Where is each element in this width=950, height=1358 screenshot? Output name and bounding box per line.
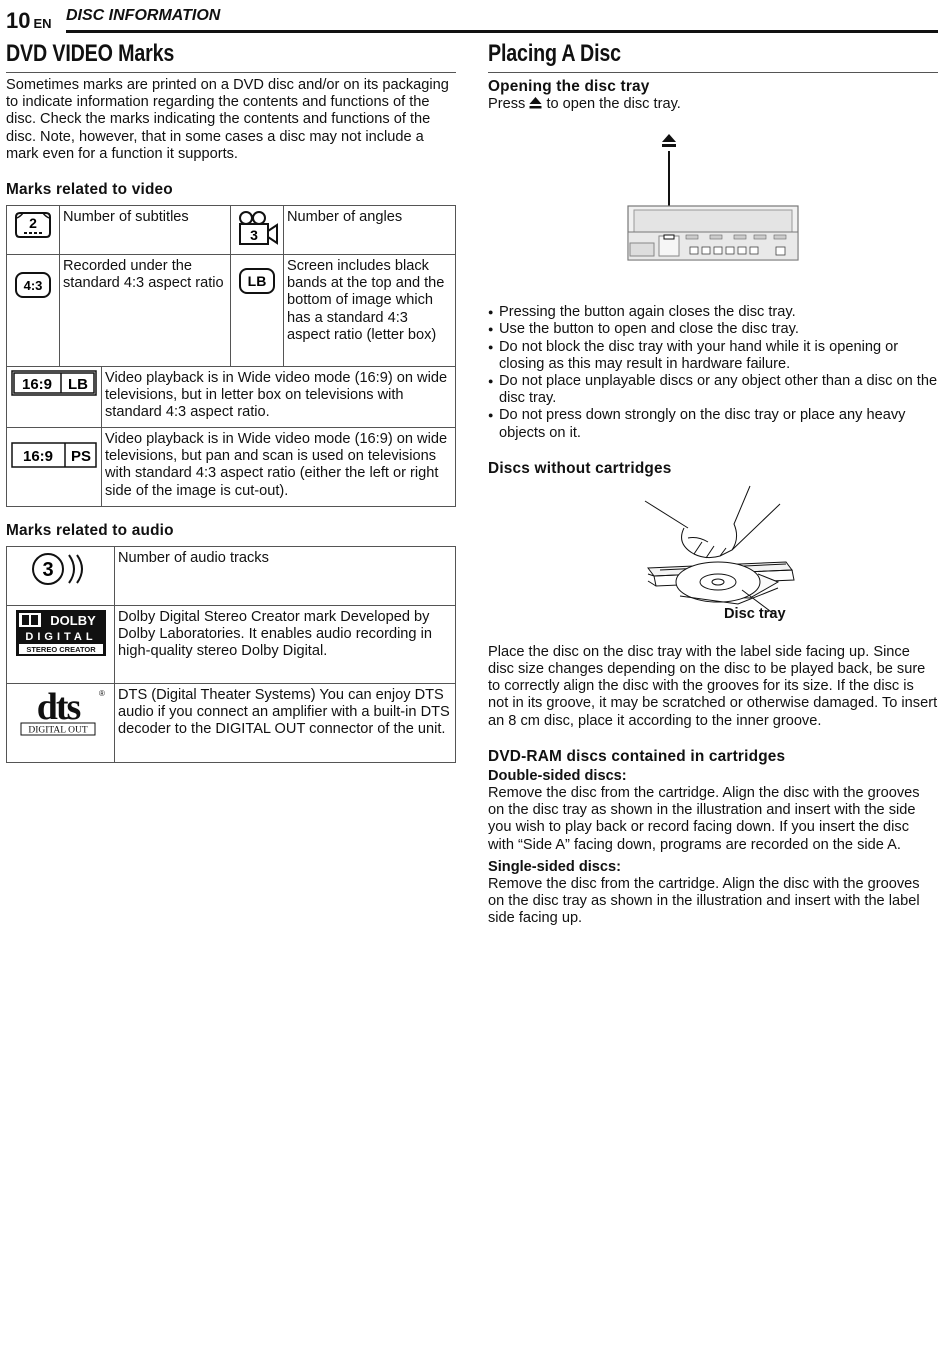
single-sided-text: Remove the disc from the cartridge. Align the disc with the grooves on the disc tray as shown in the illustration and insert with the label side facing up.	[488, 876, 920, 927]
list-item: ● Do not press down strongly on the disc tray or place any heavy objects on it.	[488, 407, 938, 441]
list-item: ● Do not place unplayable discs or any object other than a disc on the disc tray.	[488, 373, 938, 407]
table-row	[7, 206, 456, 255]
subtitles-desc: Number of subtitles	[60, 206, 231, 255]
eject-icon	[529, 97, 542, 114]
ratio43-desc: Recorded under the standard 4:3 aspect ratio	[60, 255, 231, 367]
table-row	[7, 547, 456, 606]
aspect-43-label: 4:3	[23, 278, 43, 294]
angles-count: 3	[250, 227, 258, 244]
left-column	[6, 40, 456, 763]
wide-lb-mark-cell	[7, 367, 102, 428]
dvd-recorder-illustration	[488, 114, 938, 306]
audio-tracks-desc: Number of audio tracks	[115, 547, 456, 606]
audio-marks-table	[6, 546, 456, 763]
opening-text-pre: Press	[488, 96, 526, 112]
table-row	[7, 255, 456, 367]
right-column	[488, 40, 938, 928]
video-marks-heading: Marks related to video	[6, 181, 173, 199]
subtitles-count: 2	[29, 215, 37, 232]
disc-tray-bullets	[488, 304, 938, 442]
angles-desc: Number of angles	[284, 206, 456, 255]
intro-text: Sometimes marks are printed on a DVD disc and/or on its packaging to indicate information regarding the contents and functions of the disc. Check the marks indicating the contents and functions of the disc. Note, however, that in some cases a disc may not include a mark even for a function it supports.	[6, 77, 449, 162]
subtitles-mark-cell	[7, 206, 60, 255]
audio-marks-heading: Marks related to audio	[6, 522, 174, 540]
double-sided-text: Remove the disc from the cartridge. Align the disc with the grooves on the disc tray as shown in the illustration and insert with the side you wish to play back or record facing down. If you insert the disc with “Side A” facing down, programs are recorded on the side A.	[488, 785, 920, 853]
letterbox-label: LB	[247, 273, 267, 290]
discs-without-cartridges-heading: Discs without cartridges	[488, 459, 672, 477]
lb-desc: Screen includes black bands at the top and the bottom of image which has a standard 4:3 aspect ratio (letter box)	[284, 255, 456, 367]
wide-ps-desc: Video playback is in Wide video mode (16:9) on wide televisions, but pan and scan is used on televisions with standard 4:3 aspect ratio (either the left or right side of the image is cut-out).	[102, 428, 456, 507]
opening-tray-text	[488, 96, 938, 114]
aspect-43-icon	[10, 271, 56, 299]
page-number-value: 10	[6, 8, 31, 33]
wide-ps-mark-cell	[7, 428, 102, 507]
page-header	[6, 6, 938, 36]
dolby-digital-logo-icon	[10, 609, 111, 657]
single-sided-heading: Single-sided discs:	[488, 858, 621, 875]
camera-angles-icon	[234, 209, 280, 247]
wide-ps-mode: PS	[70, 448, 92, 466]
letterbox-icon	[234, 267, 280, 295]
dolby-desc: Dolby Digital Stereo Creator mark Developed by Dolby Laboratories. It enables audio recording in high-quality stereo Dolby Digital.	[115, 606, 456, 684]
list-item: ● Pressing the button again closes the disc tray.	[488, 304, 938, 321]
wide-lb-desc: Video playback is in Wide video mode (16:9) on wide televisions, but in letter box on televisions with standard 4:3 aspect ratio.	[102, 367, 456, 428]
list-item: ● Use the button to open and close the disc tray.	[488, 321, 938, 338]
ratio43-mark-cell	[7, 255, 60, 367]
language-code: EN	[33, 16, 52, 31]
wide-panscan-icon	[10, 442, 98, 468]
dts-mark-cell	[7, 684, 115, 763]
angles-mark-cell	[231, 206, 284, 255]
table-row	[7, 428, 456, 507]
wide-lb-ratio: 16:9	[21, 376, 53, 394]
wide-ps-ratio: 16:9	[22, 448, 54, 466]
nocart-text: Place the disc on the disc tray with the label side facing up. Since disc size changes depending on the disc to be played back, be sure to correctly align the disc with the grooves for its size. If the disc is not in its groove, it may be scratched or otherwise damaged. To insert an 8 cm disc, place it according to the inner groove.	[488, 643, 938, 729]
table-row	[7, 367, 456, 428]
opening-tray-heading: Opening the disc tray	[488, 78, 650, 95]
left-title-wrap	[6, 40, 456, 73]
disc-tray-illustration	[488, 478, 938, 650]
double-sided-heading: Double-sided discs:	[488, 767, 627, 784]
dvd-ram-heading: DVD-RAM discs contained in cartridges	[488, 747, 786, 765]
list-item: ● Do not block the disc tray with your hand while it is opening or closing as this may result in hardware failure.	[488, 339, 938, 373]
dolby-mark-cell	[7, 606, 115, 684]
svg-text:®: ®	[98, 689, 105, 699]
table-row	[7, 684, 456, 763]
video-marks-table	[6, 205, 456, 367]
dts-desc: DTS (Digital Theater Systems) You can enjoy DTS audio if you connect an amplifier with a built-in DTS decoder to the DIGITAL OUT connector of the unit.	[115, 684, 456, 763]
dts-logo-sub: DIGITAL OUT	[27, 725, 88, 736]
placing-a-disc-title: Placing A Disc	[488, 40, 621, 67]
dolby-logo-line3: STEREO CREATOR	[25, 645, 96, 655]
table-row	[7, 606, 456, 684]
wide-marks-table	[6, 366, 456, 507]
dolby-logo-line2: DIGITAL	[24, 631, 97, 644]
subtitles-icon	[10, 209, 56, 241]
dts-logo-icon	[10, 687, 111, 737]
dts-logo-main: dts	[36, 686, 79, 729]
page-number	[6, 8, 52, 37]
audio-tracks-icon	[10, 550, 111, 588]
dvd-video-marks-title: DVD VIDEO Marks	[6, 40, 175, 67]
lb-mark-cell	[231, 255, 284, 367]
wide-lb-mode: LB	[68, 376, 88, 394]
opening-text-post: to open the disc tray.	[546, 96, 681, 112]
disc-tray-label: Disc tray	[724, 605, 786, 622]
wide-letterbox-icon	[10, 370, 98, 396]
section-title: DISC INFORMATION	[66, 7, 221, 24]
audio-tracks-count: 3	[41, 559, 54, 582]
right-title-wrap	[488, 40, 938, 73]
header-rule	[66, 30, 938, 33]
audio-tracks-mark-cell	[7, 547, 115, 606]
dolby-logo-line1: DOLBY	[49, 613, 96, 629]
